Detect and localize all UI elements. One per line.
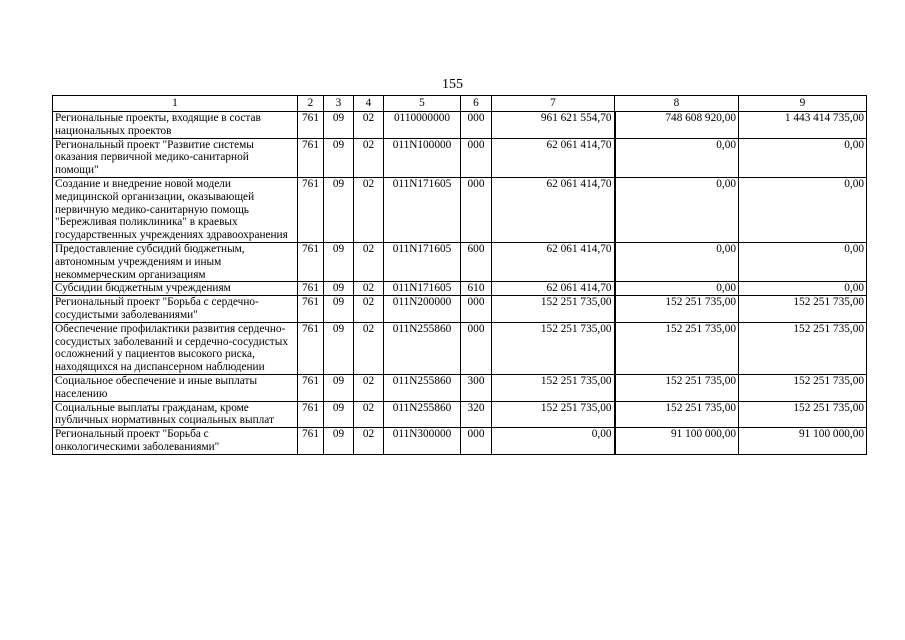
section-code: 09 [324, 322, 354, 374]
item-name: Региональный проект "Борьба с сердечно-сосудистыми заболеваниями" [53, 296, 298, 323]
section-code: 09 [324, 428, 354, 455]
item-name: Региональный проект "Развитие системы оказания первичной медико-санитарной помощи" [53, 138, 298, 177]
target-article-code: 011N300000 [384, 428, 461, 455]
ministry-code: 761 [298, 374, 324, 401]
target-article-code: 0110000000 [384, 112, 461, 139]
section-code: 09 [324, 296, 354, 323]
amount-col9: 152 251 735,00 [739, 374, 867, 401]
amount-col8: 152 251 735,00 [615, 322, 739, 374]
target-article-code: 011N171605 [384, 282, 461, 296]
ministry-code: 761 [298, 112, 324, 139]
table-row [53, 428, 867, 455]
target-article-code: 011N255860 [384, 322, 461, 374]
table-row [53, 242, 867, 281]
ministry-code: 761 [298, 322, 324, 374]
expense-type-code: 000 [461, 322, 492, 374]
expense-type-code: 000 [461, 296, 492, 323]
target-article-code: 011N100000 [384, 138, 461, 177]
item-name: Субсидии бюджетным учреждениям [53, 282, 298, 296]
table-row [53, 138, 867, 177]
header-cell: 9 [739, 96, 867, 112]
header-cell: 2 [298, 96, 324, 112]
amount-col7: 152 251 735,00 [492, 296, 615, 323]
amount-col9: 0,00 [739, 282, 867, 296]
expense-type-code: 000 [461, 138, 492, 177]
amount-col8: 0,00 [615, 138, 739, 177]
expense-type-code: 610 [461, 282, 492, 296]
header-cell: 1 [53, 96, 298, 112]
amount-col8: 152 251 735,00 [615, 401, 739, 428]
amount-col7: 62 061 414,70 [492, 282, 615, 296]
ministry-code: 761 [298, 428, 324, 455]
table-row [53, 282, 867, 296]
section-code: 09 [324, 112, 354, 139]
amount-col8: 0,00 [615, 242, 739, 281]
header-cell: 4 [354, 96, 384, 112]
expense-type-code: 320 [461, 401, 492, 428]
section-code: 09 [324, 138, 354, 177]
table-row [53, 177, 867, 242]
item-name: Региональные проекты, входящие в состав национальных проектов [53, 112, 298, 139]
table-row [53, 322, 867, 374]
amount-col9: 152 251 735,00 [739, 401, 867, 428]
ministry-code: 761 [298, 177, 324, 242]
header-cell: 7 [492, 96, 615, 112]
section-code: 09 [324, 282, 354, 296]
expense-type-code: 000 [461, 112, 492, 139]
table-row [53, 296, 867, 323]
amount-col9: 0,00 [739, 242, 867, 281]
ministry-code: 761 [298, 401, 324, 428]
amount-col9: 152 251 735,00 [739, 296, 867, 323]
item-name: Обеспечение профилактики развития сердечно-сосудистых заболеваний и сердечно-сосудистых осложнений у пациентов высокого риска, находящихся на диспансерном наблюдении [53, 322, 298, 374]
amount-col9: 152 251 735,00 [739, 322, 867, 374]
amount-col7: 152 251 735,00 [492, 322, 615, 374]
header-cell: 8 [615, 96, 739, 112]
ministry-code: 761 [298, 138, 324, 177]
budget-table [52, 95, 867, 455]
amount-col7: 0,00 [492, 428, 615, 455]
amount-col8: 152 251 735,00 [615, 296, 739, 323]
target-article-code: 011N255860 [384, 374, 461, 401]
amount-col9: 1 443 414 735,00 [739, 112, 867, 139]
amount-col7: 152 251 735,00 [492, 374, 615, 401]
subsection-code: 02 [354, 112, 384, 139]
table-row [53, 401, 867, 428]
ministry-code: 761 [298, 242, 324, 281]
subsection-code: 02 [354, 428, 384, 455]
item-name: Предоставление субсидий бюджетным, автономным учреждениям и иным некоммерческим организациям [53, 242, 298, 281]
amount-col8: 0,00 [615, 282, 739, 296]
amount-col8: 152 251 735,00 [615, 374, 739, 401]
target-article-code: 011N200000 [384, 296, 461, 323]
item-name: Социальное обеспечение и иные выплаты населению [53, 374, 298, 401]
expense-type-code: 000 [461, 428, 492, 455]
target-article-code: 011N255860 [384, 401, 461, 428]
subsection-code: 02 [354, 177, 384, 242]
subsection-code: 02 [354, 242, 384, 281]
expense-type-code: 000 [461, 177, 492, 242]
amount-col8: 0,00 [615, 177, 739, 242]
subsection-code: 02 [354, 138, 384, 177]
expense-type-code: 600 [461, 242, 492, 281]
header-cell: 5 [384, 96, 461, 112]
amount-col8: 748 608 920,00 [615, 112, 739, 139]
ministry-code: 761 [298, 282, 324, 296]
table-row [53, 374, 867, 401]
amount-col7: 961 621 554,70 [492, 112, 615, 139]
header-row [53, 96, 867, 112]
target-article-code: 011N171605 [384, 242, 461, 281]
amount-col7: 152 251 735,00 [492, 401, 615, 428]
item-name: Социальные выплаты гражданам, кроме публичных нормативных социальных выплат [53, 401, 298, 428]
amount-col7: 62 061 414,70 [492, 177, 615, 242]
amount-col9: 0,00 [739, 177, 867, 242]
header-cell: 3 [324, 96, 354, 112]
section-code: 09 [324, 401, 354, 428]
section-code: 09 [324, 242, 354, 281]
subsection-code: 02 [354, 322, 384, 374]
amount-col7: 62 061 414,70 [492, 242, 615, 281]
subsection-code: 02 [354, 296, 384, 323]
ministry-code: 761 [298, 296, 324, 323]
amount-col9: 0,00 [739, 138, 867, 177]
amount-col7: 62 061 414,70 [492, 138, 615, 177]
item-name: Региональный проект "Борьба с онкологическими заболеваниями" [53, 428, 298, 455]
amount-col9: 91 100 000,00 [739, 428, 867, 455]
section-code: 09 [324, 374, 354, 401]
page-number: 155 [442, 77, 463, 92]
amount-col8: 91 100 000,00 [615, 428, 739, 455]
section-code: 09 [324, 177, 354, 242]
item-name: Создание и внедрение новой модели медицинской организации, оказывающей первичную медико-санитарную помощь "Бережливая поликлиника" в краевых государственных учреждениях здравоохранения [53, 177, 298, 242]
target-article-code: 011N171605 [384, 177, 461, 242]
subsection-code: 02 [354, 401, 384, 428]
table-row [53, 112, 867, 139]
expense-type-code: 300 [461, 374, 492, 401]
subsection-code: 02 [354, 282, 384, 296]
subsection-code: 02 [354, 374, 384, 401]
header-cell: 6 [461, 96, 492, 112]
